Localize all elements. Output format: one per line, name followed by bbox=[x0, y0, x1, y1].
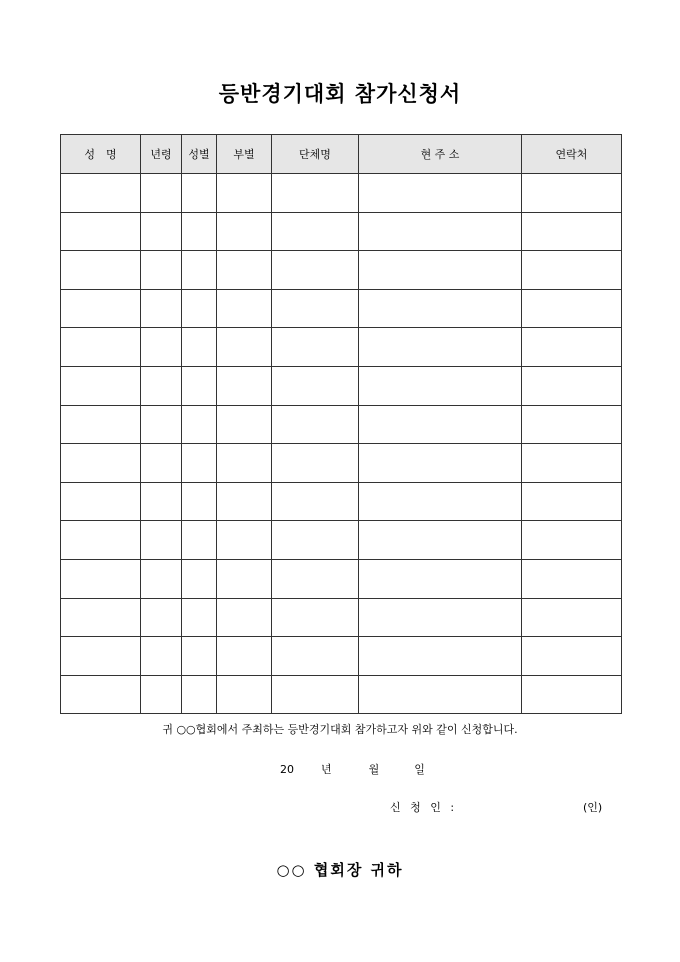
division-cell[interactable] bbox=[217, 174, 272, 213]
application-notice: 귀 ○○협회에서 주최하는 등반경기대회 참가하고자 위와 같이 신청합니다. bbox=[162, 723, 518, 736]
organization-cell[interactable] bbox=[272, 366, 359, 405]
address-cell[interactable] bbox=[359, 598, 522, 637]
name-cell[interactable] bbox=[61, 559, 141, 598]
contact-cell[interactable] bbox=[522, 675, 622, 714]
contact-cell[interactable] bbox=[522, 405, 622, 444]
table-row bbox=[61, 637, 622, 676]
name-cell[interactable] bbox=[61, 637, 141, 676]
division-cell[interactable] bbox=[217, 444, 272, 483]
applicant-label: 신 청 인 : bbox=[390, 801, 458, 814]
age-cell[interactable] bbox=[141, 251, 182, 290]
organization-cell[interactable] bbox=[272, 405, 359, 444]
organization-cell[interactable] bbox=[272, 637, 359, 676]
name-cell[interactable] bbox=[61, 521, 141, 560]
gender-cell[interactable] bbox=[182, 559, 217, 598]
age-cell[interactable] bbox=[141, 212, 182, 251]
table-row bbox=[61, 482, 622, 521]
organization-cell[interactable] bbox=[272, 174, 359, 213]
document-title: 등반경기대회 참가신청서 bbox=[218, 81, 462, 106]
header-contact: 연락처 bbox=[522, 135, 622, 174]
address-cell[interactable] bbox=[359, 251, 522, 290]
organization-cell[interactable] bbox=[272, 482, 359, 521]
age-cell[interactable] bbox=[141, 405, 182, 444]
gender-cell[interactable] bbox=[182, 675, 217, 714]
contact-cell[interactable] bbox=[522, 366, 622, 405]
address-cell[interactable] bbox=[359, 212, 522, 251]
organization-cell[interactable] bbox=[272, 675, 359, 714]
organization-cell[interactable] bbox=[272, 444, 359, 483]
name-cell[interactable] bbox=[61, 444, 141, 483]
contact-cell[interactable] bbox=[522, 598, 622, 637]
date-year-label: 년 bbox=[321, 763, 332, 776]
gender-cell[interactable] bbox=[182, 174, 217, 213]
division-cell[interactable] bbox=[217, 637, 272, 676]
address-cell[interactable] bbox=[359, 366, 522, 405]
name-cell[interactable] bbox=[61, 174, 141, 213]
table-row bbox=[61, 289, 622, 328]
division-cell[interactable] bbox=[217, 328, 272, 367]
table-row bbox=[61, 598, 622, 637]
name-cell[interactable] bbox=[61, 598, 141, 637]
division-cell[interactable] bbox=[217, 559, 272, 598]
gender-cell[interactable] bbox=[182, 637, 217, 676]
address-cell[interactable] bbox=[359, 559, 522, 598]
division-cell[interactable] bbox=[217, 212, 272, 251]
organization-cell[interactable] bbox=[272, 289, 359, 328]
table-row bbox=[61, 405, 622, 444]
table-row bbox=[61, 675, 622, 714]
header-organization: 단체명 bbox=[272, 135, 359, 174]
header-row bbox=[61, 135, 622, 174]
gender-cell[interactable] bbox=[182, 444, 217, 483]
gender-cell[interactable] bbox=[182, 482, 217, 521]
name-cell[interactable] bbox=[61, 482, 141, 521]
date-year: 20 bbox=[280, 763, 294, 776]
header-age: 년령 bbox=[141, 135, 182, 174]
contact-cell[interactable] bbox=[522, 637, 622, 676]
division-cell[interactable] bbox=[217, 482, 272, 521]
contact-cell[interactable] bbox=[522, 444, 622, 483]
contact-cell[interactable] bbox=[522, 174, 622, 213]
contact-cell[interactable] bbox=[522, 212, 622, 251]
division-cell[interactable] bbox=[217, 598, 272, 637]
address-cell[interactable] bbox=[359, 521, 522, 560]
gender-cell[interactable] bbox=[182, 366, 217, 405]
age-cell[interactable] bbox=[141, 444, 182, 483]
name-cell[interactable] bbox=[61, 366, 141, 405]
gender-cell[interactable] bbox=[182, 598, 217, 637]
header-address: 현 주 소 bbox=[359, 135, 522, 174]
seal-label: (인) bbox=[583, 801, 603, 814]
division-cell[interactable] bbox=[217, 251, 272, 290]
gender-cell[interactable] bbox=[182, 212, 217, 251]
header-name: 성 명 bbox=[61, 135, 141, 174]
age-cell[interactable] bbox=[141, 482, 182, 521]
date-month-label: 월 bbox=[368, 763, 380, 776]
contact-cell[interactable] bbox=[522, 328, 622, 367]
division-cell[interactable] bbox=[217, 521, 272, 560]
organization-cell[interactable] bbox=[272, 559, 359, 598]
organization-cell[interactable] bbox=[272, 598, 359, 637]
age-cell[interactable] bbox=[141, 637, 182, 676]
address-cell[interactable] bbox=[359, 482, 522, 521]
age-cell[interactable] bbox=[141, 289, 182, 328]
age-cell[interactable] bbox=[141, 559, 182, 598]
table-row bbox=[61, 521, 622, 560]
organization-cell[interactable] bbox=[272, 521, 359, 560]
name-cell[interactable] bbox=[61, 328, 141, 367]
address-cell[interactable] bbox=[359, 174, 522, 213]
gender-cell[interactable] bbox=[182, 328, 217, 367]
name-cell[interactable] bbox=[61, 289, 141, 328]
age-cell[interactable] bbox=[141, 675, 182, 714]
date-line bbox=[280, 761, 425, 777]
address-cell[interactable] bbox=[359, 444, 522, 483]
division-cell[interactable] bbox=[217, 289, 272, 328]
division-cell[interactable] bbox=[217, 405, 272, 444]
gender-cell[interactable] bbox=[182, 251, 217, 290]
organization-cell[interactable] bbox=[272, 328, 359, 367]
gender-cell[interactable] bbox=[182, 405, 217, 444]
table-row bbox=[61, 212, 622, 251]
organization-cell[interactable] bbox=[272, 212, 359, 251]
application-table bbox=[60, 134, 622, 714]
division-cell[interactable] bbox=[217, 366, 272, 405]
table-row bbox=[61, 251, 622, 290]
organization-cell[interactable] bbox=[272, 251, 359, 290]
address-cell[interactable] bbox=[359, 637, 522, 676]
age-cell[interactable] bbox=[141, 598, 182, 637]
name-cell[interactable] bbox=[61, 675, 141, 714]
address-cell[interactable] bbox=[359, 405, 522, 444]
age-cell[interactable] bbox=[141, 328, 182, 367]
table-row bbox=[61, 559, 622, 598]
table-row bbox=[61, 328, 622, 367]
division-cell[interactable] bbox=[217, 675, 272, 714]
contact-cell[interactable] bbox=[522, 289, 622, 328]
date-day-label: 일 bbox=[414, 763, 425, 776]
header-gender: 성별 bbox=[182, 135, 217, 174]
contact-cell[interactable] bbox=[522, 521, 622, 560]
table-row bbox=[61, 444, 622, 483]
contact-cell[interactable] bbox=[522, 482, 622, 521]
age-cell[interactable] bbox=[141, 174, 182, 213]
gender-cell[interactable] bbox=[182, 289, 217, 328]
gender-cell[interactable] bbox=[182, 521, 217, 560]
contact-cell[interactable] bbox=[522, 251, 622, 290]
age-cell[interactable] bbox=[141, 366, 182, 405]
table-row bbox=[61, 366, 622, 405]
address-cell[interactable] bbox=[359, 675, 522, 714]
name-cell[interactable] bbox=[61, 251, 141, 290]
addressee: ○○ 협회장 귀하 bbox=[276, 861, 404, 879]
age-cell[interactable] bbox=[141, 521, 182, 560]
table-row bbox=[61, 174, 622, 213]
address-cell[interactable] bbox=[359, 328, 522, 367]
address-cell[interactable] bbox=[359, 289, 522, 328]
name-cell[interactable] bbox=[61, 212, 141, 251]
contact-cell[interactable] bbox=[522, 559, 622, 598]
name-cell[interactable] bbox=[61, 405, 141, 444]
header-division: 부별 bbox=[217, 135, 272, 174]
